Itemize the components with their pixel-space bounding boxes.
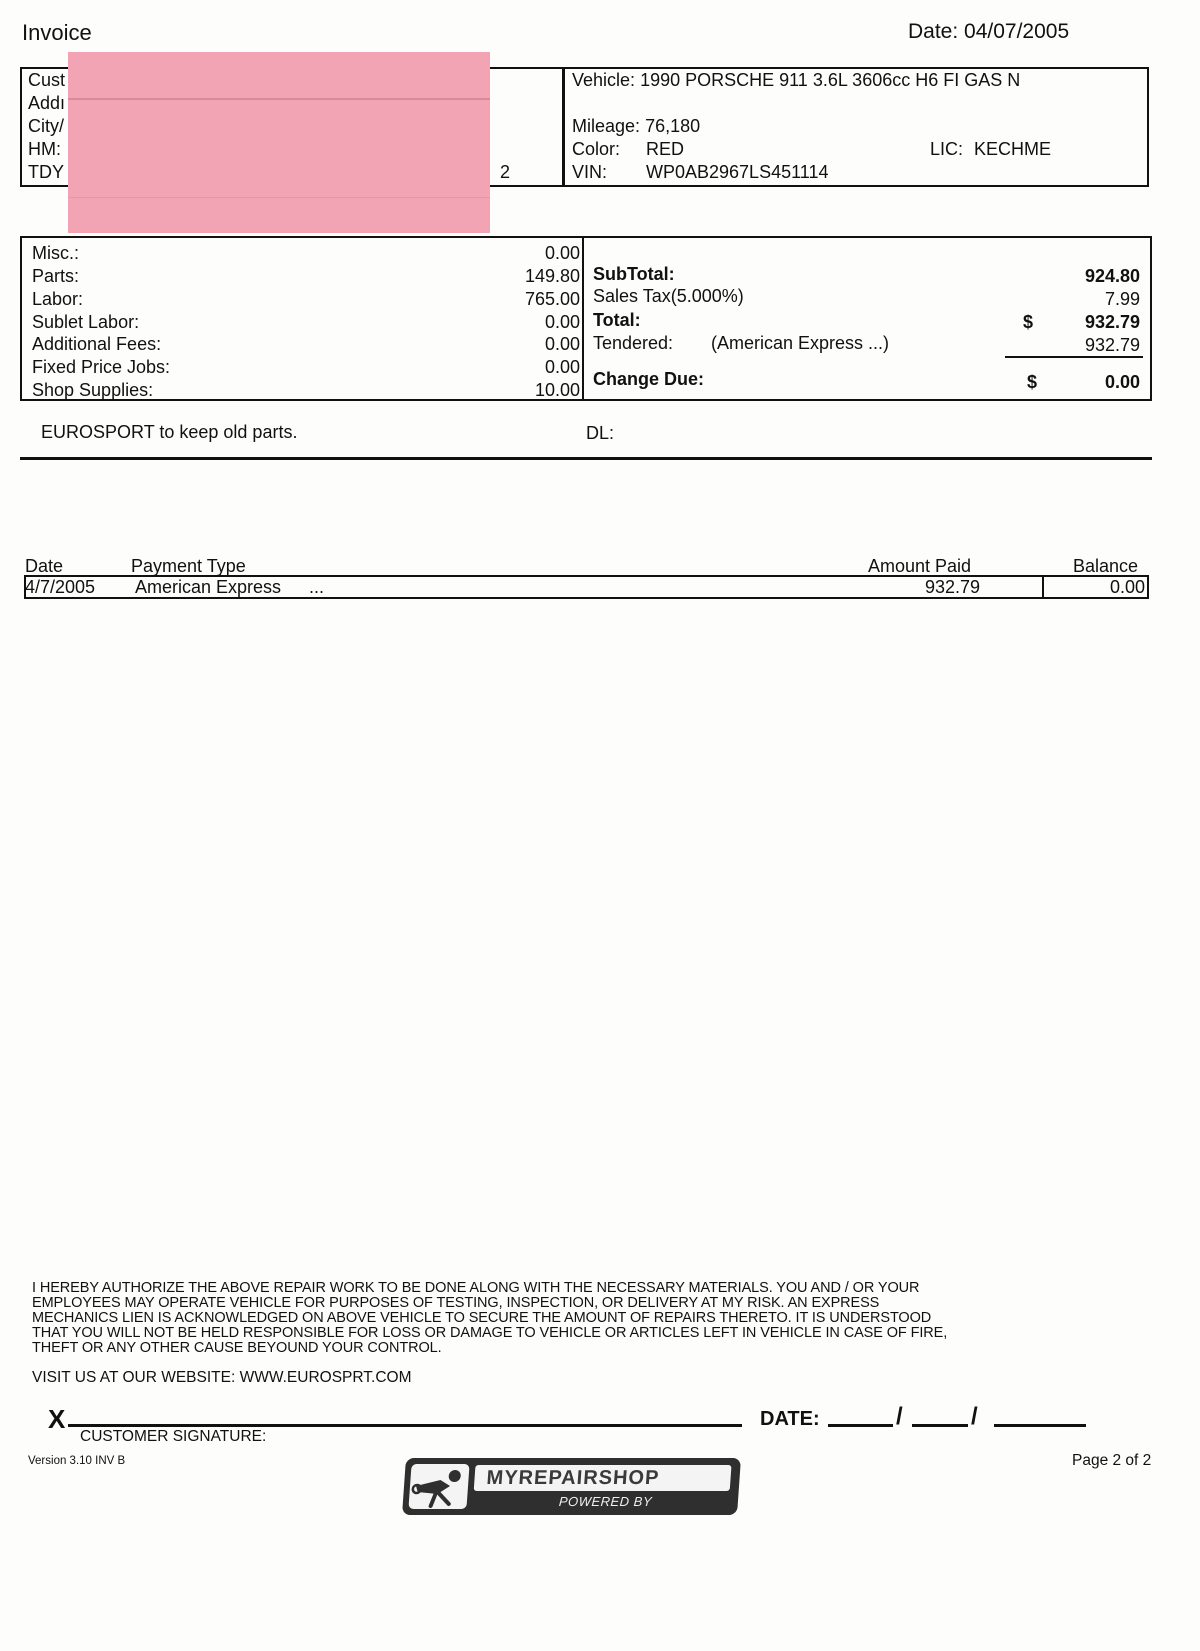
tendered-label: Tendered: bbox=[593, 333, 674, 353]
header-date-label: Date: bbox=[908, 20, 959, 43]
vin-value: WP0AB2967LS451114 bbox=[646, 162, 829, 182]
charge-label: Parts: bbox=[32, 266, 80, 286]
payment-date: 4/7/2005 bbox=[25, 577, 96, 597]
color-label: Color: bbox=[572, 139, 621, 159]
signature-date-day-line[interactable] bbox=[912, 1424, 968, 1427]
section-rule bbox=[20, 457, 1152, 460]
charge-value: 765.00 bbox=[524, 289, 580, 309]
legal-line: EMPLOYEES MAY OPERATE VEHICLE FOR PURPOSES OF TESTING, INSPECTION, OR DELIVERY AT MY RISK. AN EXPRESS bbox=[32, 1295, 880, 1311]
customer-label-name: Cust bbox=[28, 70, 66, 90]
payments-header-amount: Amount Paid bbox=[868, 556, 972, 576]
legal-line: THAT YOU WILL NOT BE HELD RESPONSIBLE FOR LOSS OR DAMAGE TO VEHICLE OR ARTICLES LEFT IN VEHICLE IN CASE OF FIRE, bbox=[32, 1325, 948, 1341]
charge-value: 0.00 bbox=[544, 243, 580, 263]
vehicle-line bbox=[572, 70, 1020, 91]
charge-value: 0.00 bbox=[544, 334, 580, 354]
total-currency: $ bbox=[1023, 312, 1034, 332]
charges-box bbox=[20, 236, 1152, 401]
charge-label: Labor: bbox=[32, 289, 84, 309]
payment-balance: 0.00 bbox=[1109, 577, 1145, 597]
color-value: RED bbox=[646, 139, 685, 159]
total-value: 932.79 bbox=[1084, 312, 1140, 332]
vin-label: VIN: bbox=[572, 162, 608, 182]
tendered-underline bbox=[1005, 356, 1143, 358]
logo-main-panel bbox=[474, 1465, 732, 1491]
signature-date-label: DATE: bbox=[760, 1408, 820, 1430]
charge-label: Sublet Labor: bbox=[32, 312, 140, 332]
subtotal-label: SubTotal: bbox=[593, 264, 675, 284]
legal-line: MECHANICS LIEN IS ACKNOWLEDGED ON ABOVE VEHICLE TO SECURE THE AMOUNT OF REPAIRS THERETO. IT IS UNDERSTOOD bbox=[32, 1310, 932, 1326]
vehicle-value: 1990 PORSCHE 911 3.6L 3606cc H6 FI GAS N bbox=[640, 70, 1021, 90]
wrench-figure-icon bbox=[408, 1464, 469, 1509]
charge-value: 10.00 bbox=[534, 380, 580, 400]
mileage-line bbox=[572, 116, 700, 137]
logo-sub-text: POWERED BY bbox=[558, 1494, 653, 1509]
change-due-label: Change Due: bbox=[593, 369, 705, 389]
payment-type-dots: ... bbox=[309, 577, 325, 597]
legal-line: THEFT OR ANY OTHER CAUSE BEYOUND YOUR CONTROL. bbox=[32, 1340, 442, 1356]
customer-stray-char: 2 bbox=[500, 162, 511, 182]
vehicle-label: Vehicle: bbox=[572, 70, 636, 90]
charge-value: 0.00 bbox=[544, 357, 580, 377]
customer-label-address: Addı bbox=[28, 93, 66, 113]
customer-label-home-phone: HM: bbox=[28, 139, 61, 159]
logo-main-text: MYREPAIRSHOP bbox=[485, 1467, 661, 1489]
redaction-fold-line bbox=[68, 98, 490, 100]
lic-line bbox=[930, 139, 1051, 160]
lic-label: LIC: bbox=[930, 139, 964, 159]
signature-date-year-line[interactable] bbox=[994, 1424, 1086, 1427]
legal-line: I HEREBY AUTHORIZE THE ABOVE REPAIR WORK TO BE DONE ALONG WITH THE NECESSARY MATERIALS. YOU AND / OR YOUR bbox=[32, 1280, 920, 1296]
redaction-sticker bbox=[68, 52, 490, 233]
header-date bbox=[908, 20, 1069, 44]
payments-header-date: Date bbox=[25, 556, 64, 576]
dl-label: DL: bbox=[586, 423, 615, 443]
sales-tax-label: Sales Tax(5.000%) bbox=[593, 286, 744, 306]
header-date-value: 04/07/2005 bbox=[964, 20, 1070, 43]
charge-label: Fixed Price Jobs: bbox=[32, 357, 171, 377]
tendered-method: (American Express ...) bbox=[711, 333, 890, 353]
version-label: Version 3.10 INV B bbox=[28, 1455, 126, 1467]
change-due-currency: $ bbox=[1027, 372, 1038, 392]
tendered-value: 932.79 bbox=[1084, 335, 1140, 355]
charge-label: Additional Fees: bbox=[32, 334, 162, 354]
subtotal-value: 924.80 bbox=[1084, 266, 1140, 286]
page-number: Page 2 of 2 bbox=[1072, 1452, 1152, 1469]
charges-divider bbox=[582, 236, 584, 401]
payments-header-type: Payment Type bbox=[131, 556, 246, 576]
signature-line[interactable] bbox=[68, 1424, 742, 1427]
customer-label-day-phone: TDY bbox=[28, 162, 64, 182]
payment-type: American Express bbox=[135, 577, 282, 597]
signature-x-mark: X bbox=[48, 1404, 66, 1434]
lic-value: KECHME bbox=[974, 139, 1052, 159]
change-due-value: 0.00 bbox=[1104, 372, 1140, 392]
charge-label: Misc.: bbox=[32, 243, 79, 263]
charge-value: 149.80 bbox=[524, 266, 580, 286]
sales-tax-value: 7.99 bbox=[1104, 289, 1140, 309]
signature-date-slash: / bbox=[971, 1403, 978, 1430]
payment-amount: 932.79 bbox=[924, 577, 980, 597]
parts-note: EUROSPORT to keep old parts. bbox=[41, 422, 298, 442]
total-label: Total: bbox=[593, 310, 641, 330]
invoice-title: Invoice bbox=[22, 20, 92, 45]
mileage-value: 76,180 bbox=[645, 116, 701, 136]
signature-date-month-line[interactable] bbox=[828, 1424, 893, 1427]
customer-label-city: City/ bbox=[28, 116, 64, 136]
website-line: VISIT US AT OUR WEBSITE: WWW.EUROSPRT.COM bbox=[32, 1369, 412, 1386]
myrepairshop-logo bbox=[402, 1458, 741, 1515]
charge-value: 0.00 bbox=[544, 312, 580, 332]
signature-date-slash: / bbox=[896, 1403, 903, 1430]
charge-label: Shop Supplies: bbox=[32, 380, 154, 400]
signature-label: CUSTOMER SIGNATURE: bbox=[80, 1428, 267, 1445]
payments-header-balance: Balance bbox=[1073, 556, 1139, 576]
redaction-fold-line bbox=[68, 197, 490, 198]
mileage-label: Mileage: bbox=[572, 116, 641, 136]
